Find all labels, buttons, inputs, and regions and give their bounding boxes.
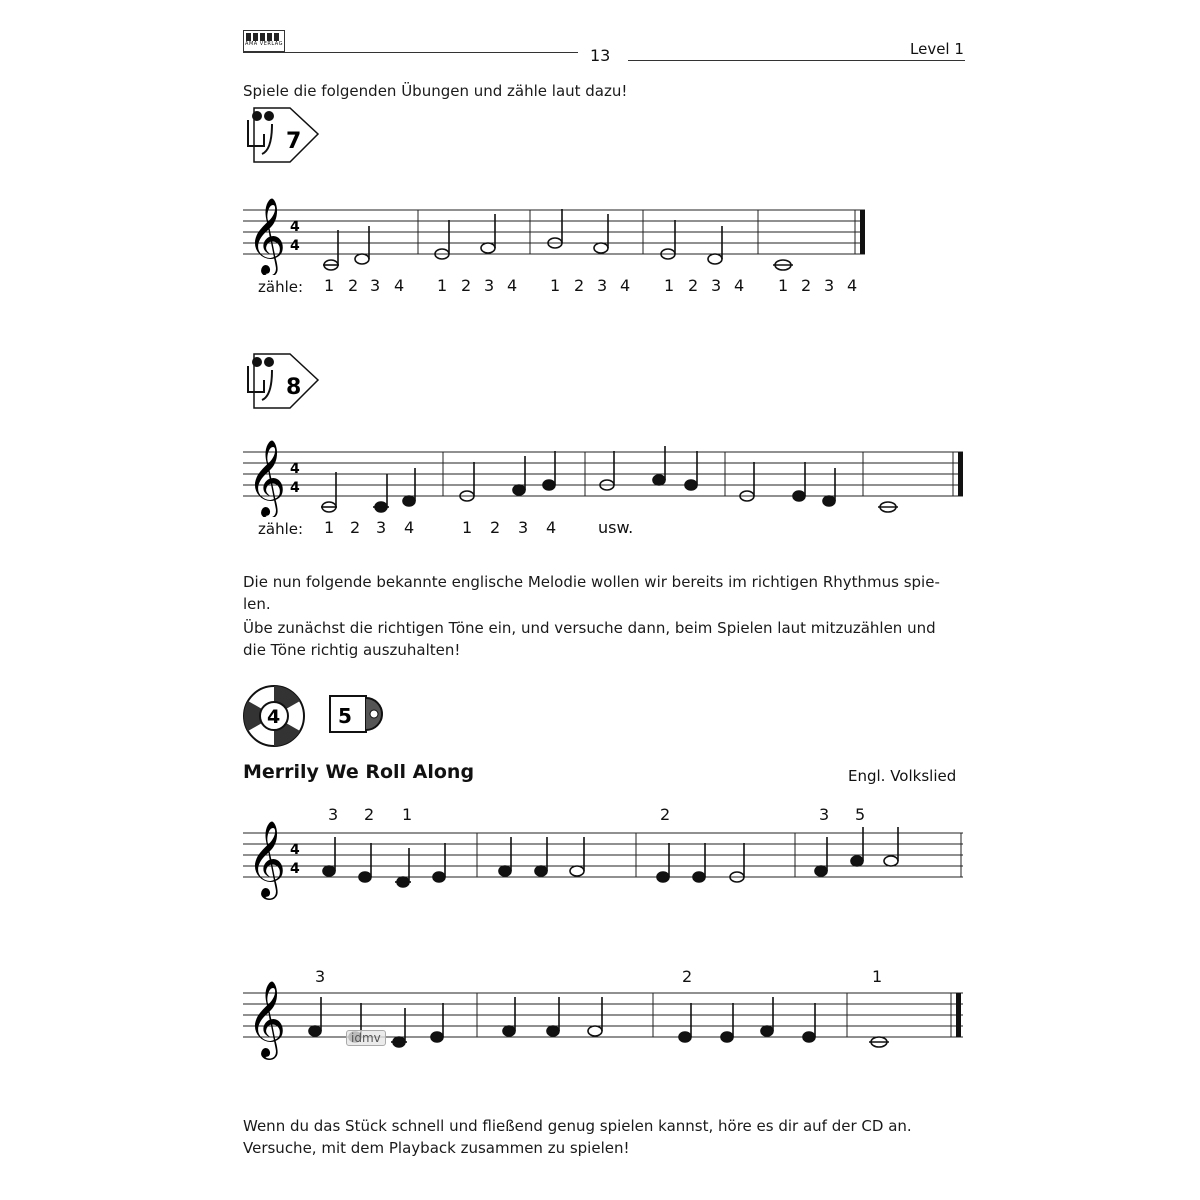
header-rule-left [243, 52, 578, 53]
exercise-7-icon [242, 104, 322, 168]
svg-text:4: 4 [290, 842, 300, 858]
counts-exercise-8: 1 2 3 4 1 2 3 4 usw. [324, 518, 634, 537]
intro-text: Spiele die folgenden Übungen und zähle laut dazu! [243, 82, 628, 100]
level-label: Level 1 [910, 40, 964, 58]
fingering-system-1: 3 2 1 2 3 5 [328, 805, 866, 824]
staff-exercise-7 [243, 190, 968, 275]
counts-exercise-7: 1 2 3 4 1 2 3 4 1 2 3 4 1 2 3 4 1 2 3 4 [324, 276, 858, 295]
staff-song-1 [243, 820, 968, 900]
cd-track-number: 4 [267, 706, 281, 728]
svg-text:𝄞: 𝄞 [247, 439, 287, 516]
staff-song-2 [243, 980, 968, 1060]
exercise-7-number: 7 [286, 129, 302, 154]
svg-text:4: 4 [290, 461, 300, 477]
footer-text: Wenn du das Stück schnell und fließend genug spielen kannst, höre es dir auf der CD an. Versuche, mit dem Playback zusammen zu spielen! [243, 1117, 912, 1157]
staff-exercise-8 [243, 432, 968, 517]
instruction-paragraph: Die nun folgende bekannte englische Melodie wollen wir bereits im richtigen Rhythmus spie- len. Übe zunächst die richtigen Töne ein, und versuche dann, beim Spielen laut mitzuzählen und die Töne richtig auszuhalten! [243, 573, 940, 659]
song-origin: Engl. Volkslied [848, 767, 957, 785]
playback-track-number: 5 [338, 704, 352, 728]
svg-text:𝄞: 𝄞 [247, 820, 287, 897]
exercise-8-icon [242, 350, 322, 414]
count-label-7: zähle: [258, 278, 304, 296]
fingering-system-2: 3 2 1 [315, 967, 883, 986]
svg-text:𝄞: 𝄞 [247, 980, 287, 1057]
svg-text:4: 4 [290, 861, 300, 877]
watermark: idmv [346, 1030, 386, 1046]
publisher-logo: AMA VERLAG [243, 30, 285, 52]
playback-track-icon [326, 692, 388, 738]
svg-text:4: 4 [290, 238, 300, 254]
song-title: Merrily We Roll Along [243, 761, 475, 783]
cd-track-icon [242, 684, 306, 748]
header-rule-right [628, 60, 965, 61]
svg-text:4: 4 [290, 219, 300, 235]
count-label-8: zähle: [258, 520, 304, 538]
treble-clef: 𝄞 [247, 197, 287, 274]
exercise-8-number: 8 [286, 375, 302, 400]
svg-text:4: 4 [290, 480, 300, 496]
page-number: 13 [590, 46, 611, 65]
